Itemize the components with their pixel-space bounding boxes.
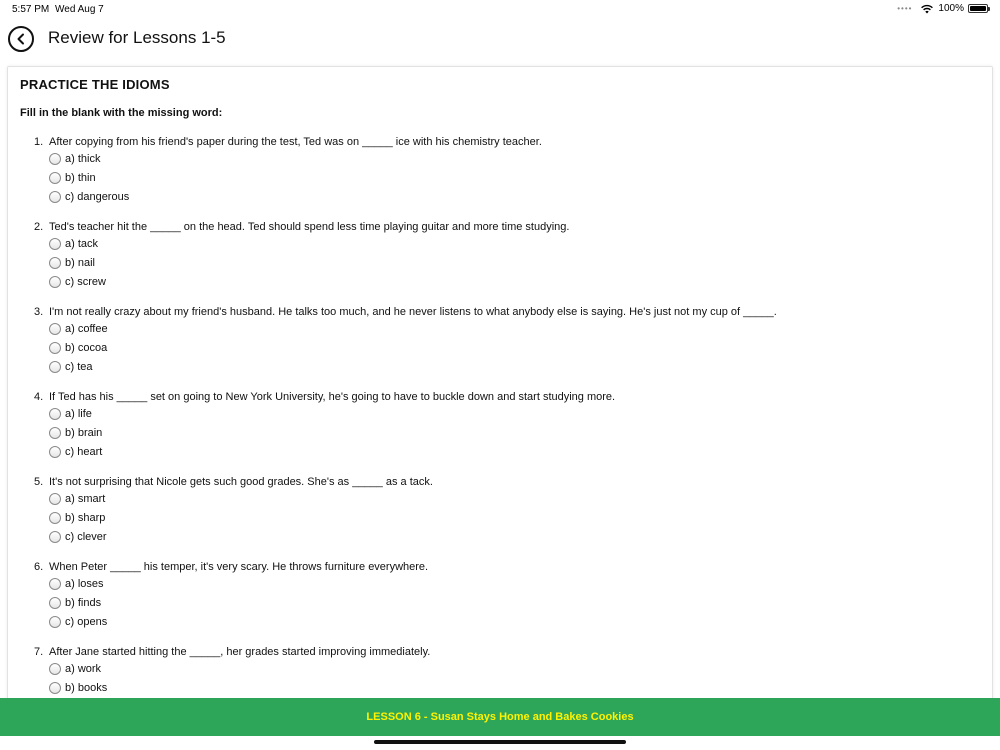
next-lesson-button[interactable]: LESSON 6 - Susan Stays Home and Bakes Cookies [0,698,1000,736]
radio-button[interactable] [49,257,61,269]
home-indicator [374,740,626,744]
option-label: b) books [65,681,108,694]
question-sentence: I'm not really crazy about my friend's husband. He talks too much, and he never listens to what anybody else is saying. He's just not my cup of _____. [49,306,777,318]
option-label: c) tea [65,360,93,373]
radio-button[interactable] [49,361,61,373]
question-number: 4. [34,391,44,403]
radio-button[interactable] [49,342,61,354]
radio-button[interactable] [49,172,61,184]
answer-option[interactable] [49,423,974,442]
battery-percent: 100% [938,3,964,14]
question-list [34,135,974,706]
question-item [34,135,974,206]
quiz-card [7,66,993,706]
question-text [34,390,974,404]
instructions: Fill in the blank with the missing word: [20,107,223,119]
radio-button[interactable] [49,191,61,203]
option-label: a) thick [65,152,101,165]
answer-option[interactable] [49,678,974,697]
answer-option[interactable] [49,527,974,546]
option-label: a) coffee [65,322,108,335]
answer-option[interactable] [49,404,974,423]
battery-icon [968,4,988,13]
option-label: c) heart [65,445,103,458]
radio-button[interactable] [49,427,61,439]
answer-option[interactable] [49,489,974,508]
option-label: a) smart [65,492,106,505]
answer-option[interactable] [49,442,974,461]
question-item [34,220,974,291]
option-label: a) tack [65,237,99,250]
question-item [34,645,974,697]
option-label: a) life [65,407,92,420]
question-sentence: After Jane started hitting the _____, her grades started improving immediately. [49,646,431,658]
question-item [34,475,974,546]
answer-option[interactable] [49,168,974,187]
question-number: 6. [34,561,44,573]
question-item [34,390,974,461]
status-date: Wed Aug 7 [55,4,104,15]
option-label: a) loses [65,577,104,590]
option-label: b) brain [65,426,103,439]
answer-option[interactable] [49,319,974,338]
option-label: c) opens [65,615,108,628]
question-text [34,560,974,574]
radio-button[interactable] [49,408,61,420]
status-bar [0,0,1000,18]
radio-button[interactable] [49,578,61,590]
answer-option[interactable] [49,272,974,291]
status-indicators [897,3,988,14]
question-sentence: It's not surprising that Nicole gets such good grades. She's as _____ as a tack. [49,476,433,488]
question-text [34,305,974,319]
answer-option[interactable] [49,187,974,206]
question-item [34,305,974,376]
status-time: 5:57 PM [12,4,50,15]
radio-button[interactable] [49,682,61,694]
question-number: 7. [34,646,44,658]
question-number: 1. [34,136,44,148]
answer-option[interactable] [49,612,974,631]
radio-button[interactable] [49,446,61,458]
radio-button[interactable] [49,512,61,524]
answer-option[interactable] [49,149,974,168]
answer-option[interactable] [49,574,974,593]
answer-option[interactable] [49,659,974,678]
radio-button[interactable] [49,663,61,675]
radio-button[interactable] [49,531,61,543]
option-label: b) cocoa [65,341,108,354]
radio-button[interactable] [49,238,61,250]
answer-option[interactable] [49,508,974,527]
option-label: a) work [65,662,102,675]
question-sentence: Ted's teacher hit the _____ on the head. Ted should spend less time playing guitar and more time studying. [49,221,570,233]
question-text [34,645,974,659]
question-text [34,135,974,149]
back-button[interactable] [8,26,34,52]
answer-option[interactable] [49,357,974,376]
answer-option[interactable] [49,234,974,253]
question-text [34,475,974,489]
navigation-bar [0,18,1000,62]
answer-option[interactable] [49,593,974,612]
radio-button[interactable] [49,616,61,628]
option-label: b) sharp [65,511,106,524]
question-sentence: If Ted has his _____ set on going to New York University, he's going to have to buckle down and start studying more. [49,391,616,403]
wifi-icon [920,4,934,14]
radio-button[interactable] [49,276,61,288]
radio-button[interactable] [49,323,61,335]
question-sentence: After copying from his friend's paper during the test, Ted was on _____ ice with his chemistry teacher. [49,136,542,148]
answer-option[interactable] [49,253,974,272]
radio-button[interactable] [49,493,61,505]
question-item [34,560,974,631]
question-number: 5. [34,476,44,488]
chevron-left-icon [15,33,27,45]
option-label: b) nail [65,256,95,269]
question-sentence: When Peter _____ his temper, it's very scary. He throws furniture everywhere. [49,561,429,573]
page-title: Review for Lessons 1-5 [48,28,226,47]
radio-button[interactable] [49,153,61,165]
option-label: c) clever [65,530,107,543]
option-label: c) dangerous [65,190,130,203]
question-number: 2. [34,221,44,233]
option-label: b) thin [65,171,96,184]
option-label: b) finds [65,596,102,609]
cellular-signal-icon: •••• [897,4,913,13]
option-label: c) screw [65,275,106,288]
question-number: 3. [34,306,44,318]
radio-button[interactable] [49,597,61,609]
question-text [34,220,974,234]
answer-option[interactable] [49,338,974,357]
section-title: PRACTICE THE IDIOMS [20,77,170,92]
